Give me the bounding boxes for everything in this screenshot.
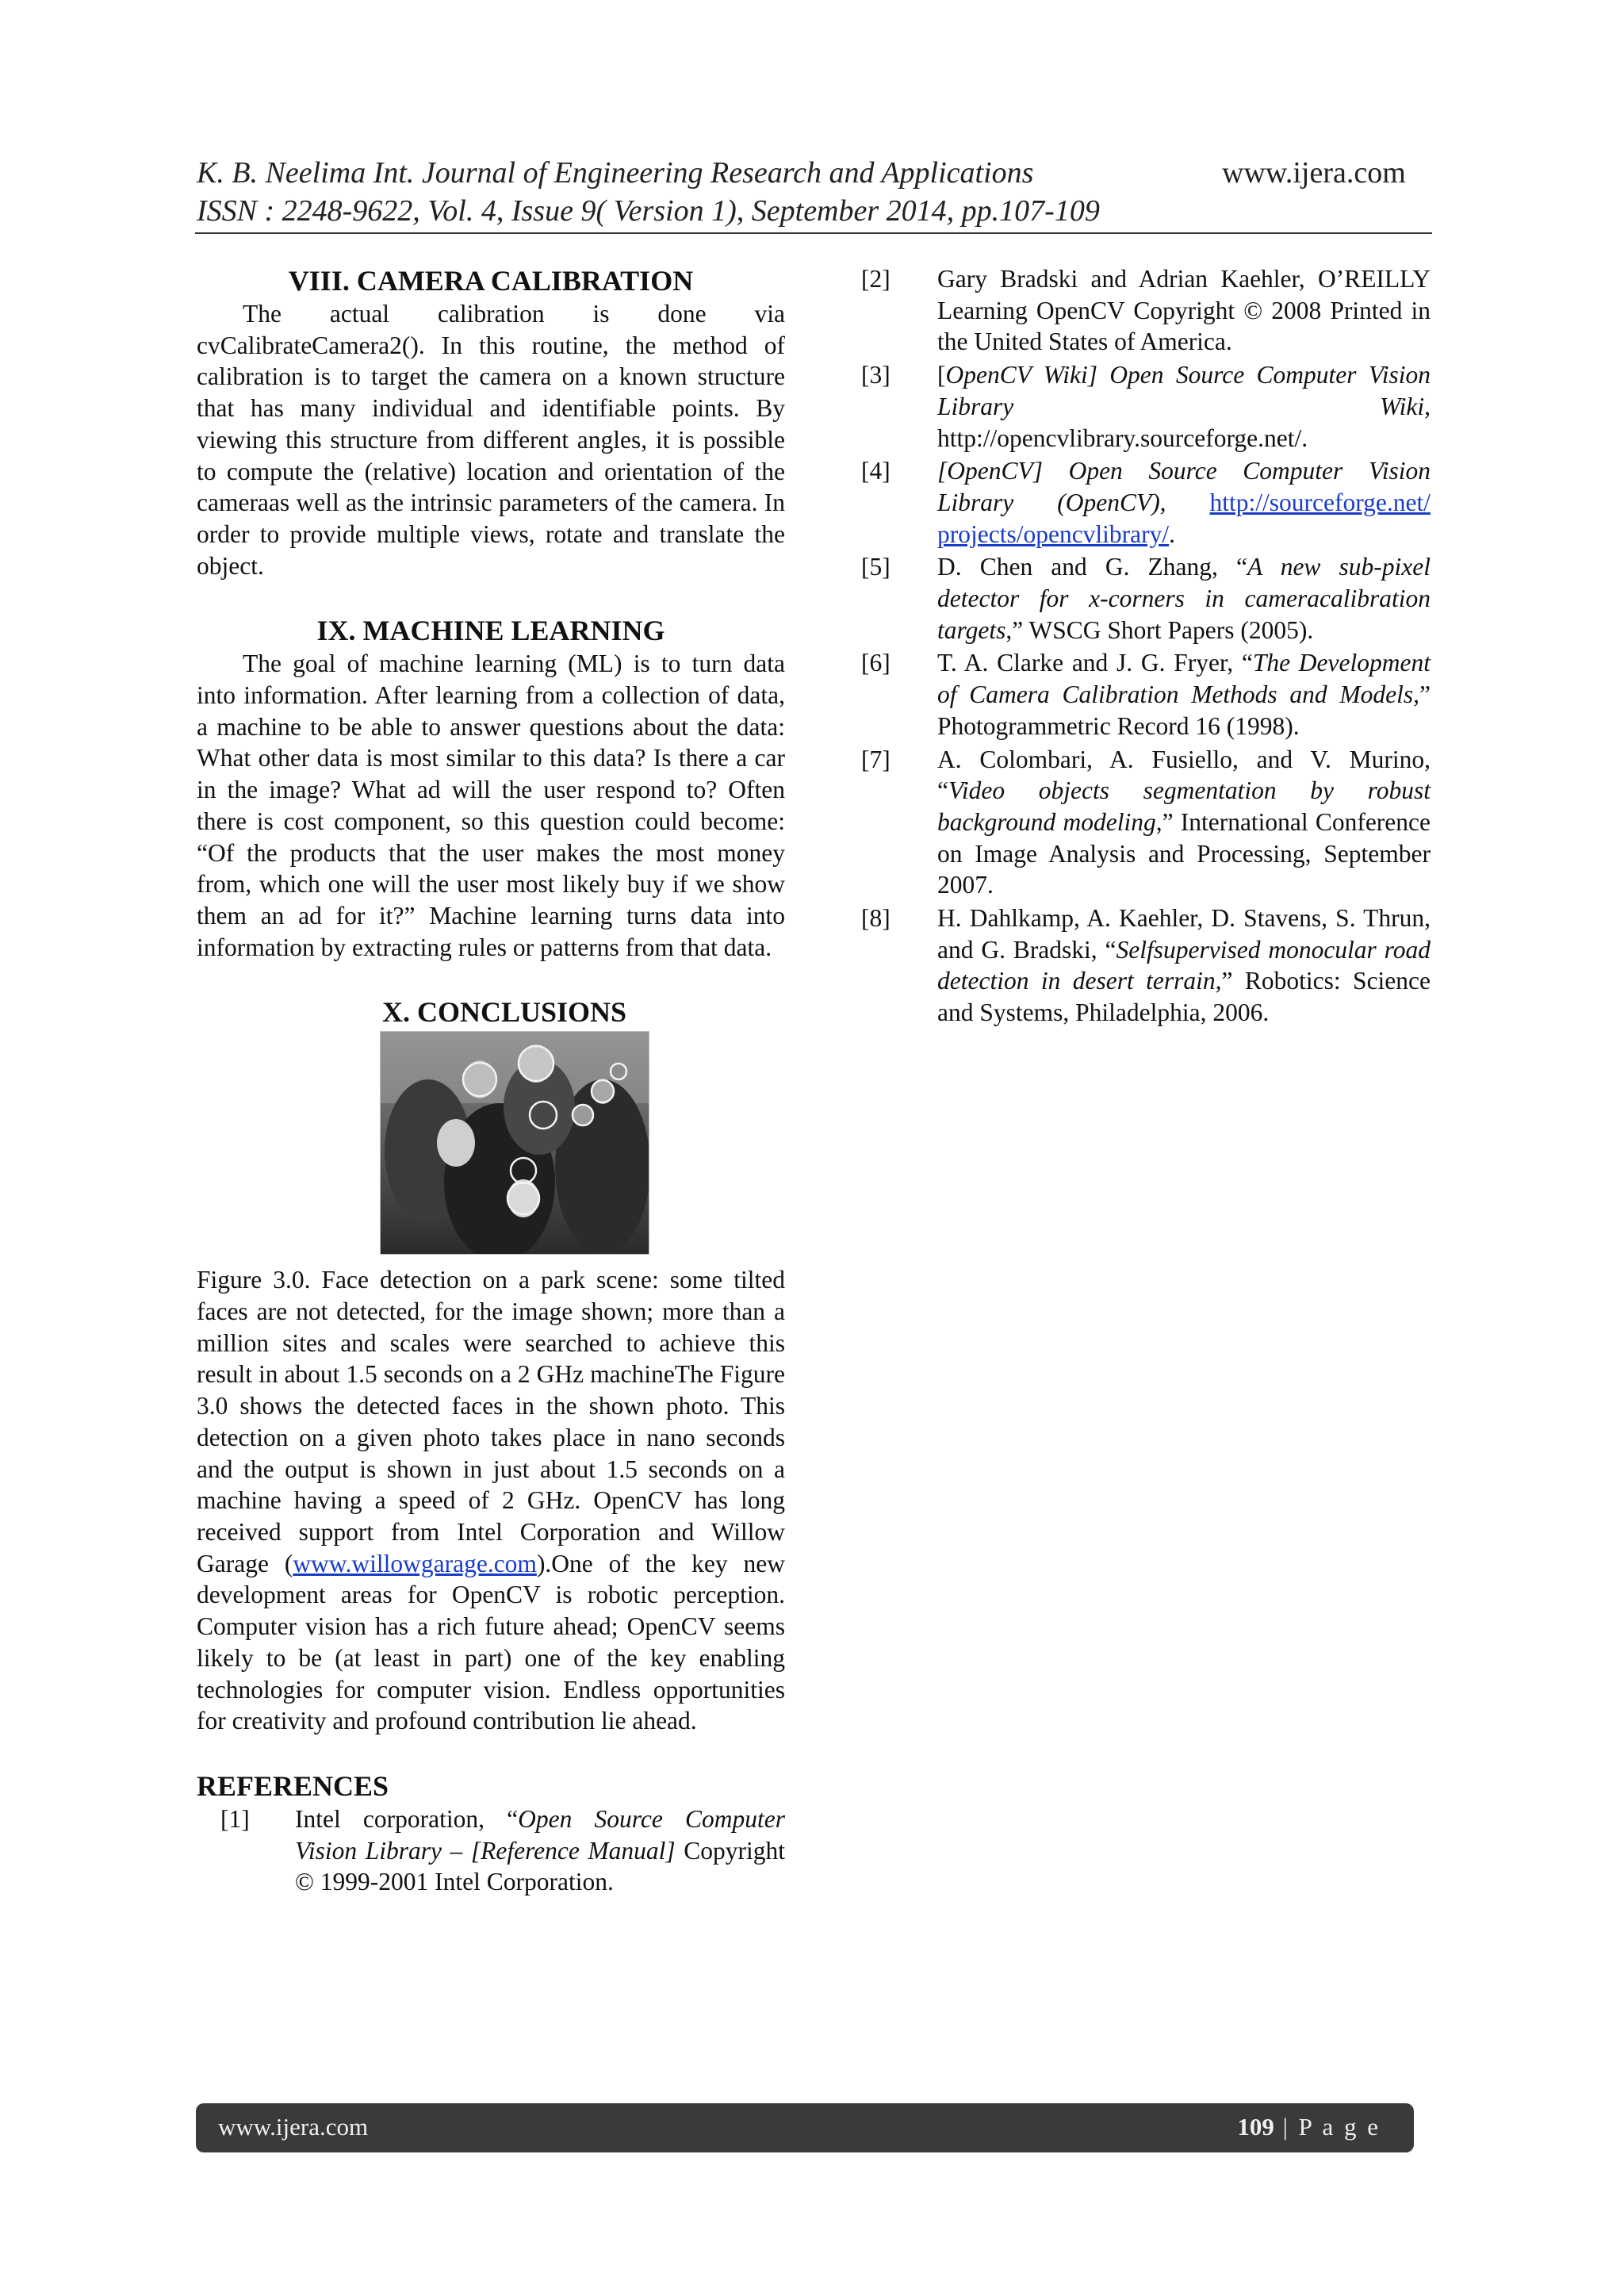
reference-text: Gary Bradski and Adrian Kaehler, O’REILLY Learning OpenCV Copyright © 2008 Printed in the United States of America. — [937, 265, 1431, 356]
reference-number: [4] — [861, 457, 891, 485]
reference-details: ” Photogrammetric Record 16 (1998). — [937, 680, 1431, 740]
right-column — [861, 263, 1431, 1030]
reference-details: Copyright © 1999-2001 Intel Corporation. — [295, 1836, 785, 1896]
footer-bar — [196, 2103, 1414, 2152]
references-title: REFERENCES — [197, 1769, 389, 1802]
reference-title: Selfsupervised monocular road detection in desert terrain, — [937, 935, 1431, 995]
reference-number: [1] — [220, 1804, 250, 1833]
section-text-camera-calibration: The actual calibration is done via cvCalibrateCamera2(). In this routine, the method of calibration is to target the camera on a known structure that has many individual and identifiable points. By viewing this structure from different angles, it is possible to compute the (relative) location and orientation of the cameraas well as the intrinsic parameters of the camera. In order to provide multiple views, rotate and translate the object. — [197, 300, 785, 580]
reference-8 — [861, 903, 1431, 1029]
reference-title: Open Source Computer Vision Library – [Reference Manual] — [295, 1804, 785, 1865]
journal-header: K. B. Neelima Int. Journal of Engineering Research and Applications — [197, 156, 1034, 190]
reference-number: [5] — [861, 553, 891, 581]
header-site-link[interactable]: www.ijera.com — [1222, 156, 1406, 190]
reference-details: ,” WSCG Short Papers (2005). — [1005, 615, 1314, 644]
reference-4 — [861, 455, 1431, 550]
reference-5 — [861, 551, 1431, 646]
reference-number: [8] — [861, 904, 891, 933]
reference-title: OpenCV Wiki] Open Source Computer Vision Library Wiki — [937, 361, 1431, 420]
section-title-machine-learning: IX. MACHINE LEARNING — [316, 615, 665, 647]
reference-text — [937, 744, 1431, 902]
figure-container — [197, 1031, 785, 1255]
section-title-conclusions: X. CONCLUSIONS — [381, 996, 627, 1029]
reference-number: [2] — [861, 265, 891, 293]
issue-header: ISSN : 2248-9622, Vol. 4, Issue 9( Version 1), September 2014, pp.107-109 — [197, 194, 1100, 228]
section-text-machine-learning: The goal of machine learning (ML) is to turn data into information. After learning from a collection of data, a machine to be able to answer questions about the data: What other data is most similar to this data? Is there a car in the image? What ad will the user respond to? Often there is cost component, so this question could become: “Of the products that the user makes the most money from, which one will the user most likely buy if we show them an ad for it?” Machine learning turns data into information by extracting rules or patterns from that data. — [197, 650, 785, 961]
reference-details: . — [1169, 519, 1176, 548]
reference-author: Intel corporation, “ — [295, 1804, 519, 1833]
reference-author: D. Chen and G. Zhang, “ — [937, 553, 1247, 581]
reference-number: [6] — [861, 649, 891, 677]
header-rule — [195, 232, 1432, 234]
figure-caption-and-conclusions — [197, 1264, 785, 1737]
reference-text — [937, 903, 1431, 1029]
reference-text — [937, 455, 1431, 550]
reference-details: , http://opencvlibrary.sourceforge.net/. — [937, 392, 1431, 452]
reference-number: [7] — [861, 745, 891, 773]
reference-title: [OpenCV] Open Source Computer Vision Library (OpenCV), — [937, 457, 1431, 516]
reference-6 — [861, 647, 1431, 742]
section-title-camera-calibration: VIII. CAMERA CALIBRATION — [288, 265, 694, 297]
reference-author: A. Colombari, A. Fusiello, and V. Murino, “ — [937, 745, 1431, 805]
page-number-value: 109 — [1237, 2113, 1274, 2141]
reference-author: H. Dahlkamp, A. Kaehler, D. Stavens, S. Thrun, and G. Bradski, “ — [937, 904, 1431, 964]
left-column — [197, 263, 785, 1899]
reference-author: [ — [937, 361, 946, 389]
willowgarage-link[interactable]: www.willowgarage.com — [293, 1549, 537, 1577]
reference-7 — [861, 744, 1431, 902]
page-label: | P a g e — [1274, 2113, 1381, 2141]
reference-details: ” Robotics: Science and Systems, Philadelphia, 2006. — [937, 967, 1431, 1027]
reference-2 — [861, 263, 1431, 358]
reference-1 — [197, 1803, 785, 1898]
reference-title: The Development of Camera Calibration Methods and Models, — [937, 649, 1431, 709]
sourceforge-link[interactable]: http://sourceforge.net/ projects/opencvlibrary/ — [937, 488, 1431, 548]
reference-3 — [861, 359, 1431, 454]
page-number — [1237, 2113, 1381, 2141]
reference-text — [937, 359, 1431, 454]
reference-text — [937, 551, 1431, 646]
reference-details: ,” International Conference on Image Analysis and Processing, September 2007. — [937, 807, 1431, 899]
footer-site-link[interactable]: www.ijera.com — [218, 2113, 369, 2141]
reference-text — [937, 647, 1431, 742]
face-detection-photo — [380, 1031, 649, 1255]
reference-title: Video objects segmentation by robust background modeling — [937, 776, 1431, 836]
conclusions-text-a: Figure 3.0. Face detection on a park scene: some tilted faces are not detected, for the image shown; more than a million sites and scales were searched to achieve this result in about 1.5 seconds on a 2 GHz machineThe Figure 3.0 shows the detected faces in the shown photo. This detection on a given photo takes place in nano seconds and the output is shown in just about 1.5 seconds on a machine having a speed of 2 GHz. OpenCV has long received support from Intel Corporation and Willow Garage ( — [197, 1266, 785, 1577]
reference-text — [295, 1803, 785, 1898]
reference-spacer — [1166, 489, 1210, 516]
reference-number: [3] — [861, 361, 891, 389]
reference-author: T. A. Clarke and J. G. Fryer, “ — [937, 649, 1253, 677]
reference-title: A new sub-pixel detector for x-corners in cameracalibration targets — [937, 553, 1431, 644]
conclusions-text-b: ).One of the key new development areas for OpenCV is robotic perception. Computer vision has a rich future ahead; OpenCV seems likely to be (at least in part) one of the key enabling technologies for computer vision. Endless opportunities for creativity and profound contribution lie ahead. — [197, 1549, 786, 1735]
